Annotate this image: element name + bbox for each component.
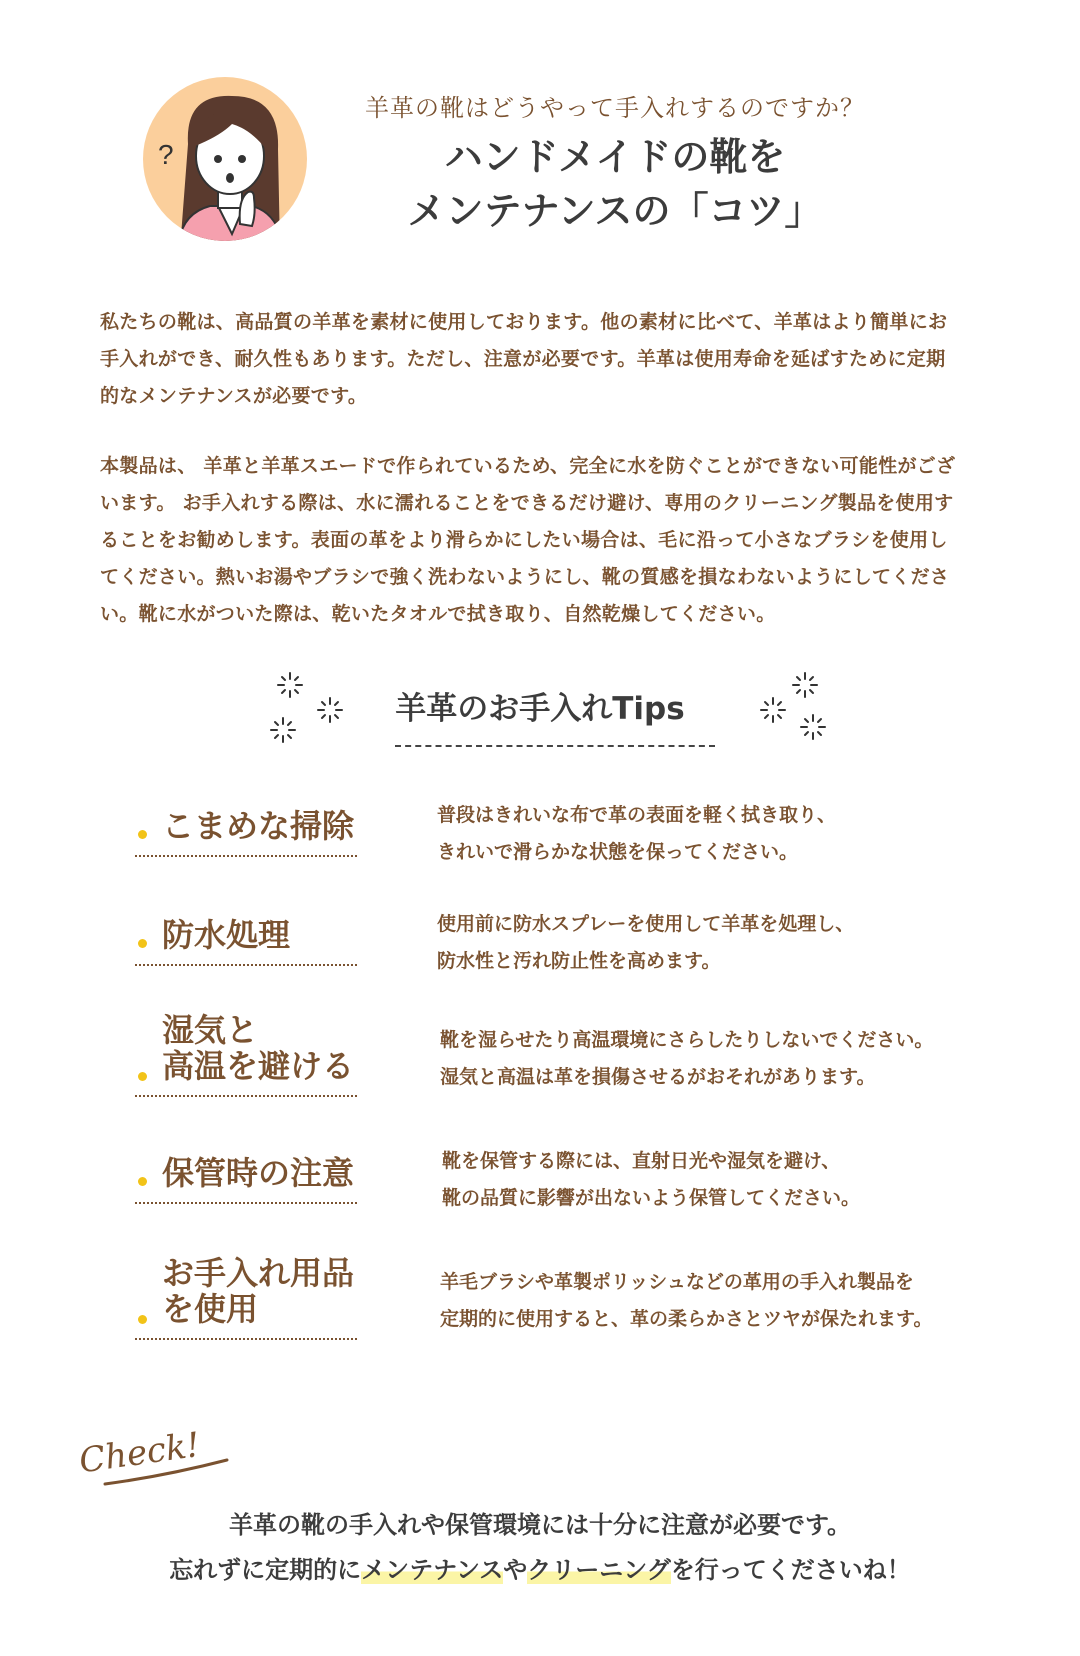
tip-name-line: 高温を避ける	[162, 1047, 355, 1085]
intro-p1-line: 的なメンテナンスが必要です。	[100, 385, 368, 407]
tip-desc-line: 定期的に使用すると、革の柔らかさとツヤが保たれます。	[440, 1308, 933, 1330]
tip-underline	[135, 1338, 357, 1340]
highlighted-text: クリーニング	[527, 1556, 671, 1584]
check-script-logo	[75, 1418, 235, 1488]
tip-desc-line: 普段はきれいな布で革の表面を軽く拭き取り、	[437, 804, 837, 826]
tip-name-line: こまめな掃除	[162, 807, 355, 845]
tip-desc-line: 使用前に防水スプレーを使用して羊革を処理し、	[437, 913, 855, 935]
tip-underline	[135, 964, 357, 966]
bullet-dot	[138, 830, 147, 839]
intro-p2-line: てください。熱いお湯やブラシで強く洗わないようにし、靴の質感を損なわないようにしてくださ	[100, 566, 950, 588]
tip-name	[138, 917, 368, 957]
tip-name-line: 防水処理	[162, 916, 291, 954]
tip-description	[442, 1143, 860, 1217]
check-logo-text: Check!	[76, 1424, 203, 1482]
bullet-dot	[138, 1177, 147, 1186]
tip-desc-line: 靴の品質に影響が出ないよう保管してください。	[442, 1187, 861, 1209]
tip-underline	[135, 855, 357, 857]
page-title-line2: メンテナンスの「コツ」	[407, 189, 823, 233]
check-text: を行ってくださいね！	[670, 1556, 911, 1584]
intro-paragraph-1	[100, 304, 986, 415]
highlighted-text: メンテナンス	[361, 1556, 504, 1584]
tip-description	[437, 797, 836, 871]
tips-heading: 羊革のお手入れTips	[395, 691, 685, 727]
tip-name-line: 保管時の注意	[162, 1154, 355, 1192]
tip-desc-line: 防水性と汚れ防止性を高めます。	[437, 950, 721, 972]
intro-p2-line: ることをお勧めします。表面の革をより滑らかにしたい場合は、毛に沿って小さなブラシを使用し	[100, 529, 948, 551]
tip-name	[138, 1255, 368, 1331]
woman-thinking-avatar	[140, 74, 310, 244]
sparkle-icon	[268, 715, 298, 745]
sparkle-icon	[798, 712, 828, 742]
check-message-line2	[150, 1550, 930, 1585]
check-message-line1: 羊革の靴の手入れや保管環境には十分に注意が必要です。	[228, 1511, 852, 1539]
tip-name	[138, 1155, 368, 1195]
tip-desc-line: きれいで滑らかな状態を保ってください。	[437, 841, 799, 863]
intro-p1-line: 手入れができ、耐久性もあります。ただし、注意が必要です。羊革は使用寿命を延ばすために定期	[100, 348, 946, 370]
question-heading: 羊革の靴はどうやって手入れするのですか？	[365, 94, 865, 122]
sparkle-icon	[758, 695, 788, 725]
tips-heading-underline	[395, 745, 715, 747]
tip-name-line: を使用	[162, 1290, 259, 1328]
check-text: 忘れずに定期的に	[169, 1556, 362, 1584]
intro-p2-line: い。靴に水がついた際は、乾いたタオルで拭き取り、自然乾燥してください。	[100, 603, 776, 625]
tip-name	[138, 1012, 368, 1088]
tip-name	[138, 808, 368, 848]
tip-description	[440, 1264, 932, 1338]
intro-p2-line: 本製品は、 羊革と羊革スエードで作られているため、完全に水を防ぐことができない可能性がござ	[100, 455, 956, 477]
bullet-dot	[138, 1315, 147, 1324]
tip-desc-line: 羊毛ブラシや革製ポリッシュなどの革用の手入れ製品を	[440, 1271, 914, 1293]
check-text: や	[503, 1556, 528, 1584]
bullet-dot	[138, 1072, 147, 1081]
question-mark-icon: ?	[158, 139, 174, 170]
page-title-line1: ハンドメイドの靴を	[444, 135, 786, 179]
sparkle-icon	[315, 695, 345, 725]
tip-name-line: 湿気と	[162, 1011, 259, 1049]
sparkle-icon	[790, 670, 820, 700]
tip-desc-line: 湿気と高温は革を損傷させるがおそれがあります。	[440, 1066, 876, 1088]
tip-desc-line: 靴を湿らせたり高温環境にさらしたりしないでください。	[440, 1029, 934, 1051]
sparkle-icon	[275, 670, 305, 700]
tip-description	[440, 1022, 933, 1096]
tip-underline	[135, 1095, 357, 1097]
tip-underline	[135, 1202, 357, 1204]
page-title	[330, 130, 900, 238]
bullet-dot	[138, 939, 147, 948]
intro-p2-line: います。 お手入れする際は、水に濡れることをできるだけ避け、専用のクリーニング製品を使用す	[100, 492, 954, 514]
tip-description	[437, 906, 854, 980]
intro-paragraph-2	[100, 448, 986, 633]
tip-name-line: お手入れ用品	[162, 1254, 355, 1292]
intro-p1-line: 私たちの靴は、高品質の羊革を素材に使用しております。他の素材に比べて、羊革はより簡単にお	[100, 311, 948, 333]
tip-desc-line: 靴を保管する際には、直射日光や湿気を避け、	[442, 1150, 841, 1172]
